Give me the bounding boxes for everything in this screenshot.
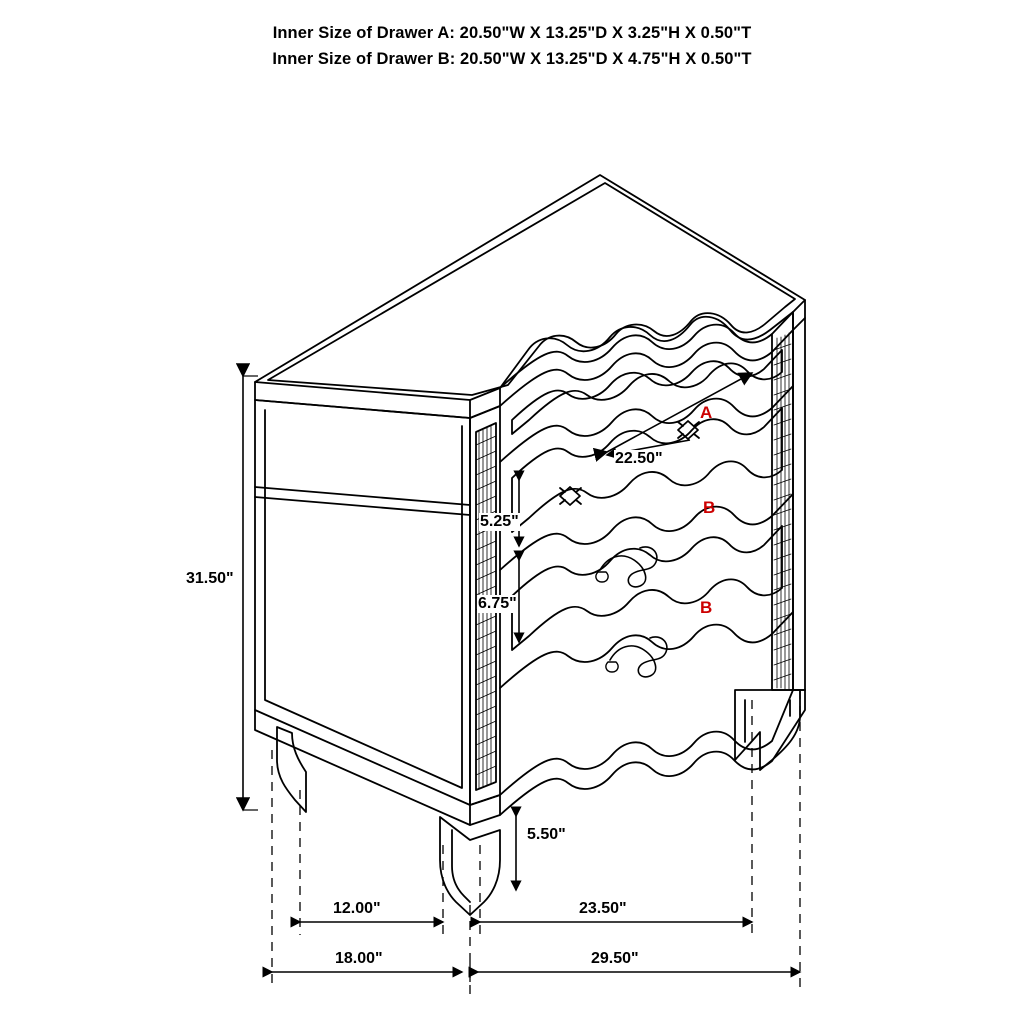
dim-depth-total-18: 18.00" [335,950,383,967]
dim-width-total-29-5: 29.50" [591,950,639,967]
dim-drawer-a-height: 5.25" [480,513,519,530]
drawer-label-b-middle: B [703,498,716,517]
drawer-label-a: A [700,403,713,422]
drawer-b-inner-size-text: Inner Size of Drawer B: 20.50"W X 13.25"D X 4.75"H X 0.50"T [272,50,752,68]
dim-depth-12: 12.00" [333,900,381,917]
dim-leg-height: 5.50" [527,826,566,843]
drawer-label-b-bottom: B [700,598,713,617]
dim-overall-height: 31.50" [186,570,234,587]
dim-drawer-width: 22.50" [615,450,663,467]
dim-drawer-b-height: 6.75" [478,595,517,612]
dim-width-23-5: 23.50" [579,900,627,917]
drawer-a-inner-size-text: Inner Size of Drawer A: 20.50"W X 13.25"D X 3.25"H X 0.50"T [272,24,752,42]
